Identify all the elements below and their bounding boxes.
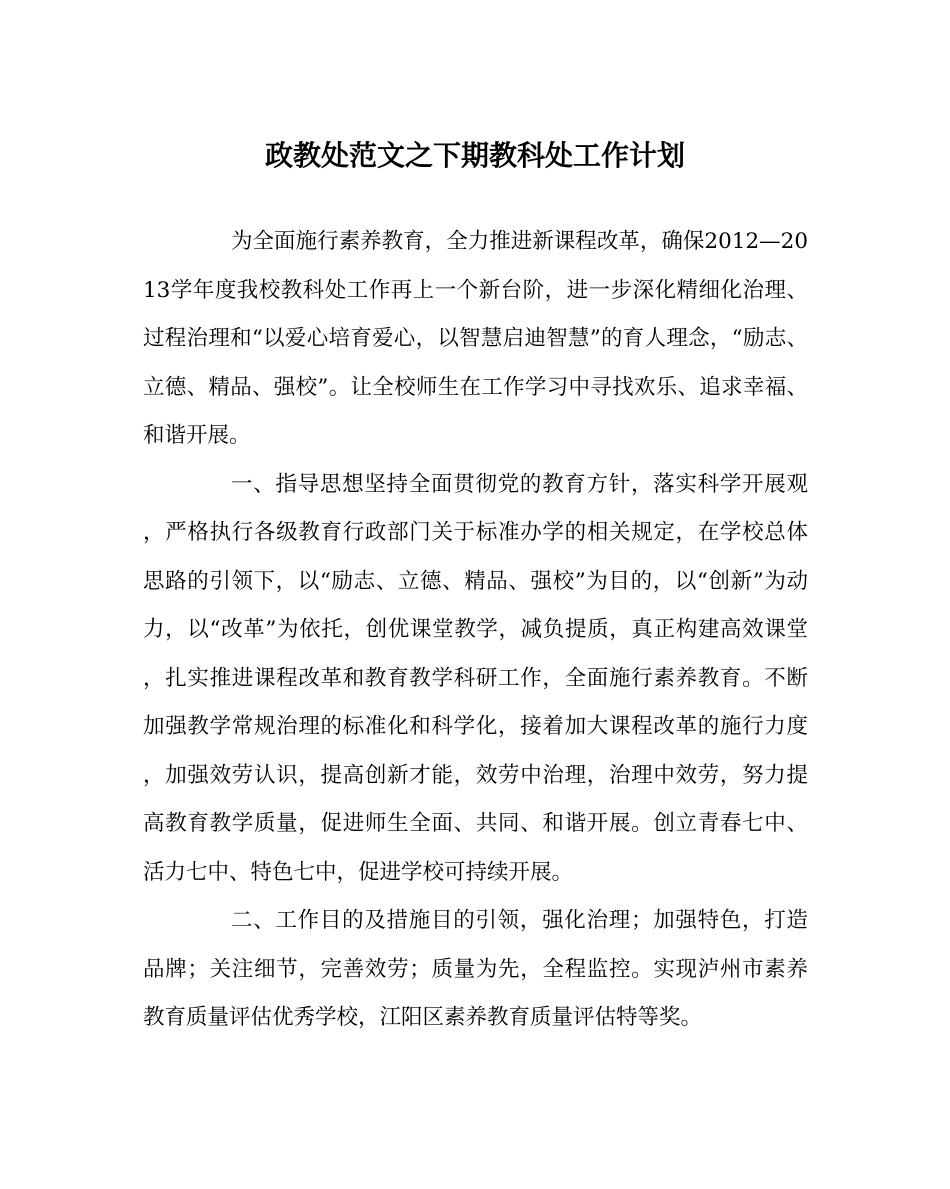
document-body bbox=[143, 218, 808, 1043]
paragraph-intro: 为全面施行素养教育，全力推进新课程改革，确保2012—2013学年度我校教科处工作再上一个新台阶，进一步深化精细化治理、过程治理和“以爱心培育爱心，以智慧启迪智慧”的育人理念，“励志、立德、精品、强校”。让全校师生在工作学习中寻找欢乐、追求幸福、和谐开展。 bbox=[143, 229, 808, 448]
document-title: 政教处范文之下期教科处工作计划 bbox=[264, 139, 685, 172]
paragraph-goals-measures: 二、工作目的及措施目的引领，强化治理；加强特色，打造品牌；关注细节，完善效劳；质量为先，全程监控。实现泸州市素养教育质量评估优秀学校，江阳区素养教育质量评估特等奖。 bbox=[143, 908, 808, 1030]
paragraph-guiding-ideology: 一、指导思想坚持全面贯彻党的教育方针，落实科学开展观，严格执行各级教育行政部门关于标准办学的相关规定，在学校总体思路的引领下，以“励志、立德、精品、强校”为目的，以“创新”为动力，以“改革”为依托，创优课堂教学，减负提质，真正构建高效课堂，扎实推进课程改革和教育教学科研工作，全面施行素养教育。不断加强教学常规治理的标准化和科学化，接着加大课程改革的施行力度，加强效劳认识，提高创新才能，效劳中治理，治理中效劳，努力提高教育教学质量，促进师生全面、共同、和谐开展。创立青春七中、活力七中、特色七中，促进学校可持续开展。 bbox=[143, 471, 808, 885]
